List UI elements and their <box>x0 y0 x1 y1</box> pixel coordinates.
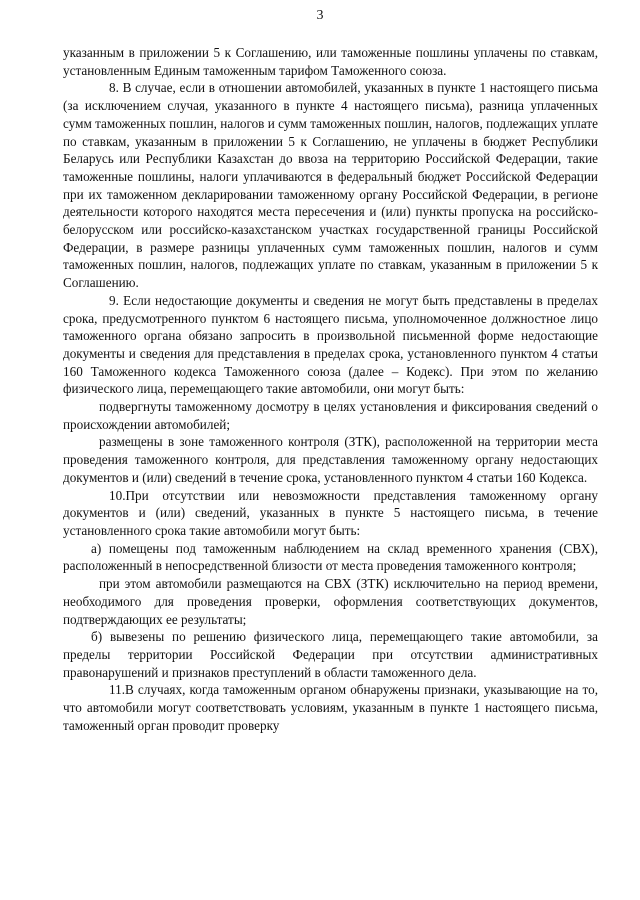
paragraph-continuation: указанным в приложении 5 к Соглашению, или таможенные пошлины уплачены по ставкам, установленным Единым таможенным тарифом Таможенного союза. <box>63 45 598 78</box>
paragraph-9-option-control-zone: размещены в зоне таможенного контроля (ЗТК), расположенной на территории места проведения таможенного контроля, для представления таможенному органу недостающих документов и (или) сведений в течение срока, установленного пунктом 4 статьи 160 Кодекса. <box>63 434 598 485</box>
document-body <box>63 44 598 734</box>
paragraph-10: 10.При отсутствии или невозможности представления таможенному органу документов и (или) сведений, указанных в пункте 5 настоящего письма, в течение установленного срока такие автомобили могут быть: <box>63 487 598 538</box>
paragraph-9: 9. Если недостающие документы и сведения не могут быть представлены в пределах срока, предусмотренного пунктом 6 настоящего письма, уполномоченное должностное лицо таможенного органа обязано запросить в произвольной письменной форме недостающие документы и сведения для представления в пределах срока, установленного пунктом 4 статьи 160 Таможенного кодекса Таможенного союза (далее – Кодекс). При этом по желанию физического лица, перемещающего такие автомобили, они могут быть: <box>63 292 598 397</box>
page-number: 3 <box>316 8 324 23</box>
paragraph-11: 11.В случаях, когда таможенным органом обнаружены признаки, указывающие на то, что автомобили могут соответствовать условиям, указанным в пункте 1 настоящего письма, таможенный орган проводит проверку <box>63 682 598 733</box>
paragraph-10-note: при этом автомобили размещаются на СВХ (ЗТК) исключительно на период времени, необходимого для проведения проверки, оформления соответствующих документов, подтверждающих ее результаты; <box>63 576 598 627</box>
paragraph-8: 8. В случае, если в отношении автомобилей, указанных в пункте 1 настоящего письма (за исключением случая, указанного в пункте 4 настоящего письма), разница уплаченных сумм таможенных пошлин, налогов и сумм таможенных пошлин, налогов, подлежащих уплате по ставкам, указанным в приложении 5 к Соглашению, не уплачены в бюджет Республики Беларусь или Республики Казахстан до ввоза на территорию Российской Федерации, такие таможенные пошлины, налоги уплачиваются в федеральный бюджет Российской Федерации при их таможенном декларировании таможенному органу Российской Федерации, в регионе деятельности которого находятся места пересечения и (или) пункты пропуска на российско-белорусском или российско-казахстанском участках государственной границы Российской Федерации, в размере разницы уплаченных сумм таможенных пошлин, налогов и сумм таможенных пошлин, налогов, подлежащих уплате по ставкам, указанным в приложении 5 к Соглашению. <box>63 80 598 291</box>
paragraph-10-option-a: а) помещены под таможенным наблюдением на склад временного хранения (СВХ), расположенный в непосредственной близости от места проведения таможенного контроля; <box>63 540 598 574</box>
paragraph-9-option-inspection: подвергнуты таможенному досмотру в целях установления и фиксирования сведений о происхождении автомобилей; <box>63 399 598 432</box>
paragraph-10-option-b: б) вывезены по решению физического лица, перемещающего такие автомобили, за пределы территории Российской Федерации при отсутствии административных правонарушений и признаков преступлений в области таможенного дела. <box>63 629 598 680</box>
